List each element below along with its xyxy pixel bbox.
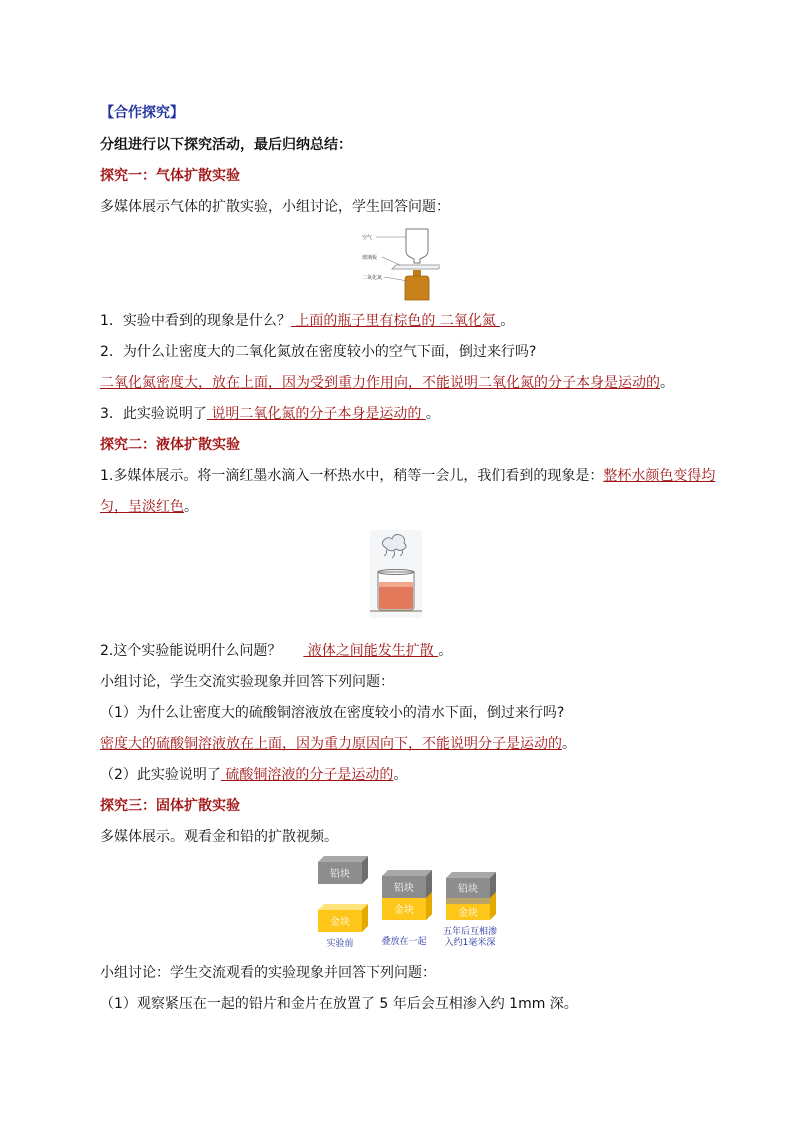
exp2-sub2-suffix: 。: [393, 767, 408, 783]
gas-diffusion-figure: [360, 225, 440, 301]
exp2-q1-prefix: 1.多媒体展示。将一滴红墨水滴入一杯热水中，稍等一会儿，我们看到的现象是：: [100, 468, 604, 484]
exp2-q2-answer: 液体之间能发生扩散: [303, 643, 439, 659]
exp2-q1-suffix: 。: [184, 499, 198, 515]
lead-label-3: 铅块: [458, 884, 478, 895]
gold-label-2: 金块: [394, 905, 414, 916]
exp1-q2: 2．为什么让密度大的二氧化氮放在密度较小的空气下面，倒过来行吗?: [100, 344, 537, 360]
exp3-discuss: 小组讨论：学生交流观看的实验现象并回答下列问题：: [100, 965, 436, 981]
section-title: 【合作探究】: [100, 105, 184, 121]
lead-label-1: 铅块: [330, 869, 350, 880]
exp1-q3-prefix: 3．此实验说明了: [100, 406, 207, 422]
exp2-q1: [100, 466, 715, 486]
block-group-stacked: [381, 870, 432, 947]
label-air: 空气: [362, 235, 373, 241]
exp1-q2-suffix: 。: [660, 375, 674, 391]
exp1-desc: 多媒体展示气体的扩散实验，小组讨论，学生回答问题：: [100, 199, 450, 215]
exp2-q2-prefix: 2.这个实验能说明什么问题？: [100, 643, 282, 659]
caption-before: 实验前: [326, 939, 354, 949]
exp1-q3-answer: 说明二氧化氮的分子本身是运动的: [206, 406, 426, 422]
exp1-q2-answer: 二氧化氮密度大，放在上面，因为受到重力作用向，不能说明二氧化氮的分子本身是运动的: [100, 375, 660, 391]
exp2-sub1-suffix: 。: [562, 736, 576, 752]
caption-after-a: 五年后互相渗: [442, 927, 498, 937]
lead-label-2: 铅块: [394, 883, 414, 894]
exp2-q2: [100, 641, 452, 661]
label-glass: 玻璃板: [362, 255, 378, 261]
block-group-after: [443, 872, 497, 948]
block-group-before: [318, 856, 368, 949]
exp2-q1-answer-a: 整杯水颜色变得均: [603, 468, 716, 484]
exp1-q1: [100, 311, 514, 331]
gold-label-3: 金块: [458, 908, 478, 919]
exp2-q2-suffix: 。: [438, 643, 453, 659]
gold-label-1: 金块: [330, 917, 350, 928]
exp1-q1-answer: 上面的瓶子里有棕色的 二氧化氮: [290, 313, 501, 329]
exp1-q3-suffix: 。: [425, 406, 440, 422]
exp2-discuss: 小组讨论，学生交流实验现象并回答下列问题：: [100, 674, 394, 690]
caption-stacked: 叠放在一起: [381, 937, 427, 947]
exp1-q1-suffix: 。: [500, 313, 515, 329]
exp2-q1-answer-b: 匀，呈淡红色: [100, 499, 184, 515]
exp1-title: 探究一：气体扩散实验: [100, 168, 240, 184]
exp3-title: 探究三：固体扩散实验: [100, 798, 240, 814]
exp1-q2-answer-line: [100, 373, 674, 393]
exp2-sub2-prefix: （2）此实验说明了: [100, 767, 221, 783]
caption-after-b: 入约1毫米深: [444, 938, 496, 948]
exp2-sub2-answer: 硫酸铜溶液的分子是运动的: [220, 767, 394, 783]
exp3-sub1: （1）观察紧压在一起的铅片和金片在放置了 5 年后会互相渗入约 1mm 深。: [100, 996, 578, 1012]
exp2-sub1-answer: 密度大的硫酸铜溶液放在上面，因为重力原因向下，不能说明分子是运动的: [100, 736, 562, 752]
exp2-sub1: （1）为什么让密度大的硫酸铜溶液放在密度较小的清水下面，倒过来行吗?: [100, 705, 565, 721]
exp2-sub2: [100, 765, 407, 785]
intro-text: 分组进行以下探究活动，最后归纳总结：: [100, 137, 352, 153]
beaker-figure: [370, 530, 422, 618]
solid-diffusion-figure: [312, 856, 508, 952]
label-no2: 二氧化氮: [362, 275, 383, 281]
exp2-sub1-answer-line: [100, 734, 576, 754]
exp2-title: 探究二：液体扩散实验: [100, 437, 240, 453]
exp1-q1-prefix: 1．实验中看到的现象是什么？: [100, 313, 291, 329]
exp3-desc: 多媒体展示。观看金和铅的扩散视频。: [100, 829, 338, 845]
exp1-q3: [100, 404, 440, 424]
exp2-q1-cont: [100, 497, 198, 517]
